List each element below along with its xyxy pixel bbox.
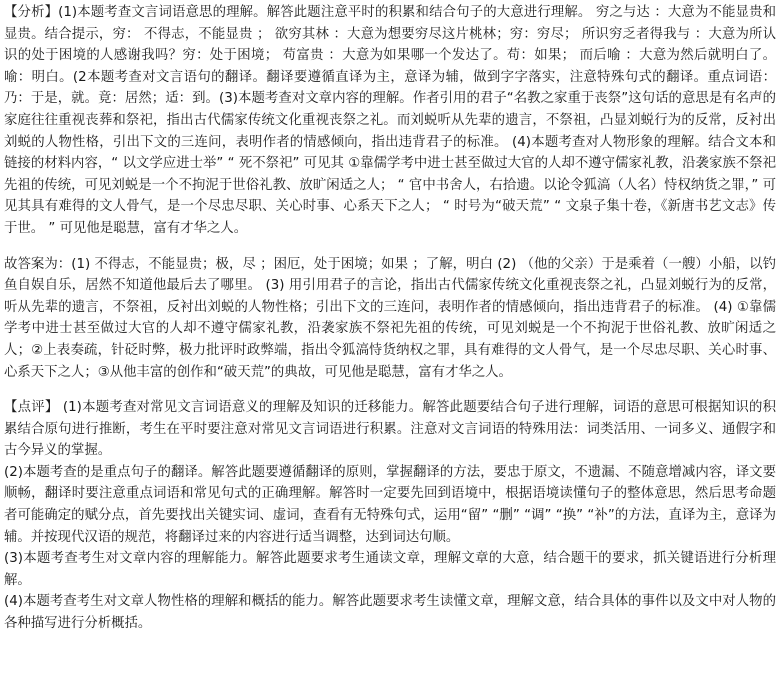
analysis-text: (1)本题考查文言词语意思的理解。解答此题注意平时的积累和结合句子的大意进行理解。 穷之与达 ：大意为不能显贵和显贵。结合提示，穷： 不得志，不能显贵 ； 欲穷其林 ：大意为想要穷尽这片桃林；穷：穷尽； 所识穷乏者得我与 ：大意为所认识的处于困境的人感谢我吗？穷：处于困境； 苟富贵 ：大意为如果哪一个发达了。苟：如果； 而后喻 ：大意为然后就明白了。喻：明白。(2本题考查对文言语句的翻译。翻译要遵循直译为主，意译为辅，做到字字落实，注意特殊句式的翻译。重点词语：乃：于是，就。竟：居然；适：到。(3)本题考查对文章内容的理解。作者引用的君子“名教之家重于丧祭”这句话的意思是有名声的家庭往往重视丧葬和祭祀，指出古代儒家传统文化重视丧祭之礼。而刘蜕听从先辈的遗言，不祭祖，凸显刘蜕行为的反常，反衬出刘蜕的人物性格，引出下文的三连问，表明作者的情感倾向，指出违背君子的标准。 (4)本题考查对人物形象的理解。结合文本和链接的材料内容，“ 以文学应进士举” “ 死不祭祀” 可见其 ①靠儒学考中进士甚至做过大官的人却不遵守儒家礼教，沿袭家族不祭祀先祖的传统，可见刘蜕是一个不拘泥于世俗礼教、放旷闲适之人； “ 官中书舍人，右拾遗。以论令狐滈（人名）恃权纳货之罪，” 可见其具有难得的文人骨气，是一个尽忠尽职、关心时事、心系天下之人； “ 时号为“破天荒” “ 文泉子集十卷，《新唐书艺文志》传于世。 ” 可见他是聪慧，富有才华之人。 xyxy=(4,5,777,236)
comment-tag: 【点评】 xyxy=(4,400,59,416)
analysis-tag: 【分析】 xyxy=(4,5,59,20)
comment-paragraph-4: (4)本题考查考生对文章人物性格的理解和概括的能力。解答此题要求考生读懂文章，理解文意，结合具体的事件以及文中对人物的各种描写进行分析概括。 xyxy=(4,594,776,632)
answer-paragraph: 故答案为：(1) 不得志，不能显贵；极，尽 ；困厄，处于困境；如果 ；了解，明白 (2) （他的父亲）于是乘着（一艘）小船，以钓鱼自娱自乐，居然不知道他最后去了哪里。 (3) 用引用君子的言论，指出古代儒家传统文化重视丧祭之礼，凸显刘蜕行为的反常，听从先辈的遗言，不祭祖，反衬出刘蜕的人物性格；引出下文的三连问，表明作者的情感倾向，指出违背君子的标准。 (4) ①靠儒学考中进士甚至做过大官的人却不遵守儒家礼教，沿袭家族不祭祀先祖的传统，可见刘蜕是一个不拘泥于世俗礼教、放旷闲适之人；②上表奏疏，针砭时弊，极力批评时政弊端，指出令狐滈恃货纳权之罪，具有难得的文人骨气，是一个尽忠尽职、关心时事、心系天下之人；③从他丰富的创作和“破天荒”的典故，可见他是聪慧，富有才华之人。 xyxy=(4,256,776,380)
section-gap xyxy=(4,383,776,397)
comment-paragraph-2: (2)本题考查的是重点句子的翻译。解答此题要遵循翻译的原则，掌握翻译的方法，要忠于原文，不遗漏、不随意增减内容，译文要顺畅，翻译时要注意重点词语和常见句式的正确理解。解答时一定要先回到语境中，根据语境读懂句子的整体意思，然后思考命题者可能确定的赋分点，首先要找出关键实词、虚词，查看有无特殊句式，运用“留” “删” “调” “换” “补”的方法，直译为主，意译为辅。并按现代汉语的规范，将翻译过来的内容进行适当调整，达到词达句顺。 xyxy=(4,464,776,545)
analysis-paragraph xyxy=(4,2,776,240)
comment-paragraph-3: (3)本题考查考生对文章内容的理解能力。解答此题要求考生通读文章，理解文章的大意，结合题干的要求，抓关键语进行分析理解。 xyxy=(4,551,776,588)
section-gap xyxy=(4,240,776,254)
comment-paragraph-1 xyxy=(4,397,776,462)
comment-text-1: (1)本题考查对常见文言词语意义的理解及知识的迁移能力。解答此题要结合句子进行理解，词语的意思可根据知识的积累结合原句进行推断，考生在平时要注意对常见文言词语进行积累。注意对文言词语的特殊用法：词类活用、一词多义、通假字和古今异义的掌握。 xyxy=(4,400,776,459)
